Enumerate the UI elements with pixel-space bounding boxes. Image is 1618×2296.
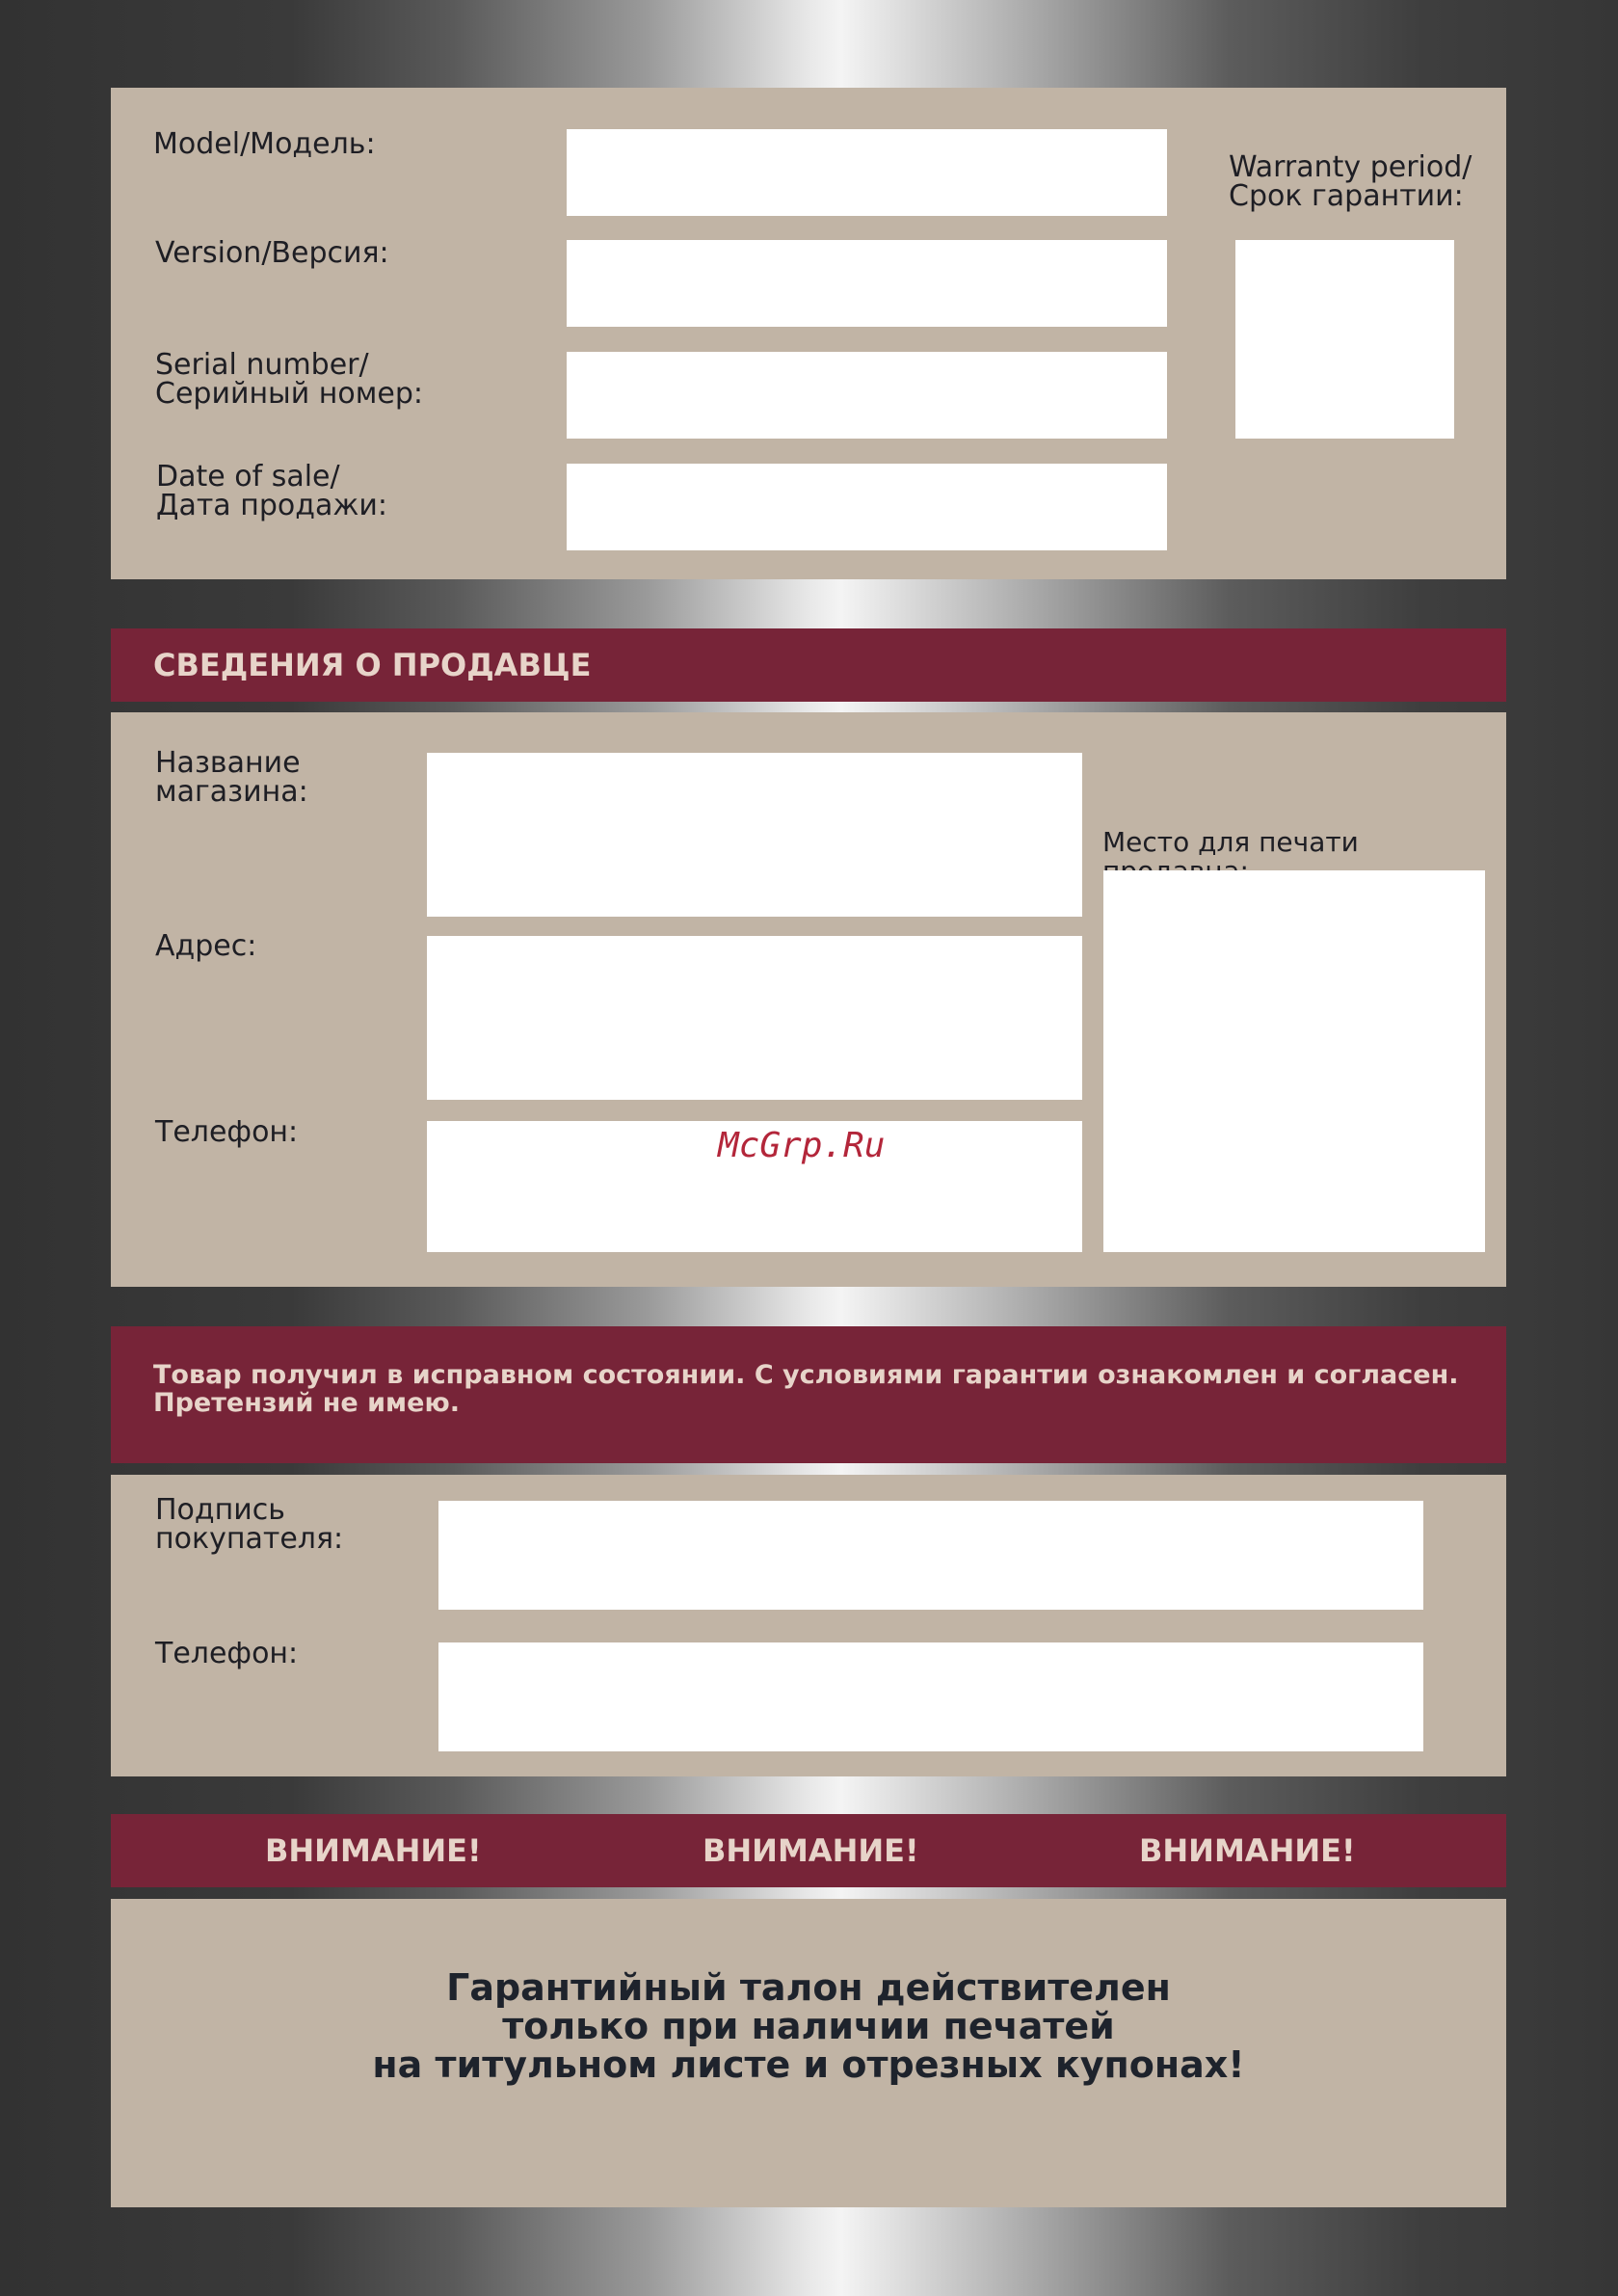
seller-phone-label: Телефон: xyxy=(155,1115,299,1149)
shop-name-label: Название магазина: xyxy=(155,746,308,809)
attention-label-1: ВНИМАНИЕ! xyxy=(265,1832,482,1869)
seller-section-header xyxy=(111,628,1506,702)
seller-stamp-field[interactable] xyxy=(1103,870,1485,1252)
buyer-statement-band xyxy=(111,1326,1506,1463)
date-of-sale-label: Date of sale/ Дата продажи: xyxy=(156,460,387,522)
warranty-notice-text: Гарантийный талон действителен только при наличии печатей на титульном листе и отрезных купонах! xyxy=(372,1966,1245,2086)
warranty-period-label: Warranty period/ Срок гарантии: xyxy=(1229,150,1472,213)
buyer-phone-field[interactable] xyxy=(438,1642,1423,1751)
serial-number-label: Serial number/ Серийный номер: xyxy=(155,348,423,411)
watermark-text: McGrp.Ru xyxy=(718,1126,886,1165)
warranty-notice-panel xyxy=(111,1899,1506,2207)
buyer-signature-label: Подпись покупателя: xyxy=(155,1493,344,1556)
version-label: Version/Версия: xyxy=(155,236,389,270)
date-of-sale-field[interactable] xyxy=(567,464,1167,550)
stamp-place-label: Место для печати xyxy=(1102,826,1359,858)
buyer-info-panel xyxy=(111,1475,1506,1776)
attention-band xyxy=(111,1814,1506,1887)
buyer-phone-label: Телефон: xyxy=(155,1637,299,1670)
attention-label-2: ВНИМАНИЕ! xyxy=(703,1832,919,1869)
seller-section-title: СВЕДЕНИЯ О ПРОДАВЦЕ xyxy=(153,647,592,683)
address-label: Адрес: xyxy=(155,929,257,963)
product-info-panel xyxy=(111,88,1506,579)
serial-number-field[interactable] xyxy=(567,352,1167,439)
version-field[interactable] xyxy=(567,240,1167,327)
model-field[interactable] xyxy=(567,129,1167,216)
address-field[interactable] xyxy=(427,936,1082,1100)
buyer-statement-text: Товар получил в исправном состоянии. С условиями гарантии ознакомлен и согласен. Претензий не имею. xyxy=(153,1360,1459,1418)
model-label: Model/Модель: xyxy=(153,127,376,161)
shop-name-field[interactable] xyxy=(427,753,1082,917)
attention-label-3: ВНИМАНИЕ! xyxy=(1139,1832,1356,1869)
buyer-signature-field[interactable] xyxy=(438,1501,1423,1610)
warranty-period-field[interactable] xyxy=(1235,240,1454,439)
seller-info-panel xyxy=(111,712,1506,1287)
